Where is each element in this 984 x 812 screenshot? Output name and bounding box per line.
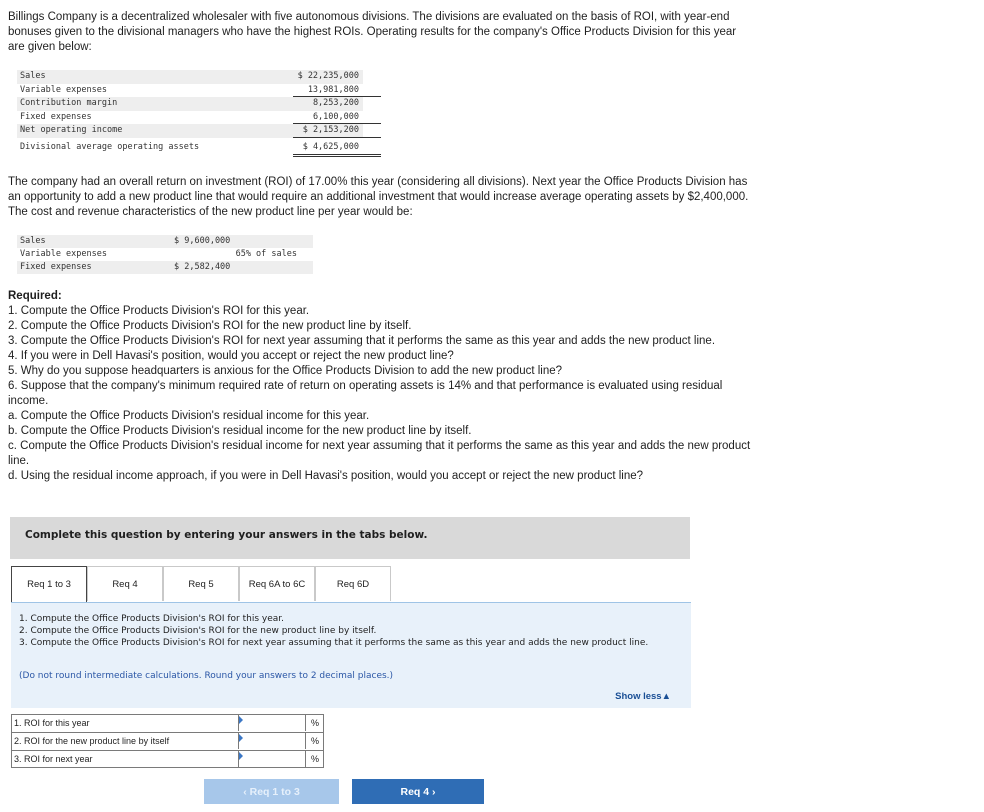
answer-row-roi-next-year — [11, 750, 324, 768]
panel-question: 3. Compute the Office Products Division's ROI for next year assuming that it performs the same as this year and adds the new product line. — [19, 638, 649, 648]
required-item: 1. Compute the Office Products Division's ROI for this year. — [8, 305, 310, 317]
divider — [293, 156, 381, 157]
required-item: 3. Compute the Office Products Division's ROI for next year assuming that it performs the same as this year and adds the new product line. — [8, 335, 716, 347]
new-line-table — [17, 235, 313, 274]
fin-value: $ 2,153,200 — [302, 125, 359, 135]
input-marker-icon — [239, 734, 243, 742]
answer-table — [11, 714, 324, 768]
panel-question: 2. Compute the Office Products Division's ROI for the new product line by itself. — [19, 626, 377, 636]
answer-row-roi-new-line — [11, 732, 324, 750]
input-marker-icon — [239, 752, 243, 760]
show-less-link[interactable]: Show less▲ — [615, 691, 671, 702]
fin-row-assets — [17, 138, 363, 155]
question-panel — [11, 602, 691, 708]
required-item: c. Compute the Office Products Division's residual income for next year assuming that it performs the same as this year and adds the new product line. — [8, 440, 751, 467]
required-item: d. Using the residual income approach, if you were in Dell Havasi's position, would you accept or reject the new product line? — [8, 470, 644, 482]
percent-unit: % — [311, 736, 320, 746]
required-item: 6. Suppose that the company's minimum required rate of return on operating assets is 14% and that performance is evaluated using residual income. — [8, 380, 723, 407]
tab-req-5[interactable]: Req 5 — [163, 566, 239, 601]
required-heading: Required: — [8, 290, 62, 302]
tab-req-4[interactable]: Req 4 — [87, 566, 163, 601]
fin-value: $ 4,625,000 — [302, 141, 359, 152]
required-item: 5. Why do you suppose headquarters is anxious for the Office Products Division to add the new product line? — [8, 365, 563, 377]
roi-this-year-input[interactable] — [238, 715, 306, 731]
new-line-row — [17, 248, 313, 261]
tab-req-6a-to-6c[interactable]: Req 6A to 6C — [239, 566, 315, 601]
roi-new-line-input[interactable] — [238, 733, 306, 749]
required-item: 2. Compute the Office Products Division's ROI for the new product line by itself. — [8, 320, 412, 332]
rounding-note: (Do not round intermediate calculations. Round your answers to 2 decimal places.) — [19, 671, 394, 681]
fin-label: Variable expenses — [20, 84, 107, 95]
new-line-label: Fixed expenses — [20, 262, 92, 272]
new-line-label: Sales — [20, 236, 46, 246]
answer-row-roi-this-year — [11, 714, 324, 732]
fin-value: 6,100,000 — [312, 111, 359, 122]
new-line-row — [17, 235, 313, 248]
prev-button[interactable]: ‹ Req 1 to 3 — [204, 779, 339, 804]
fin-label: Net operating income — [20, 125, 123, 135]
next-button[interactable]: Req 4 › — [352, 779, 484, 804]
answer-label: 2. ROI for the new product line by itself — [14, 736, 170, 746]
new-line-label: Variable expenses — [20, 249, 107, 259]
fin-value: $ 22,235,000 — [297, 71, 359, 81]
tab-req-6d[interactable]: Req 6D — [315, 566, 391, 601]
answer-label: 3. ROI for next year — [14, 754, 93, 764]
answer-label: 1. ROI for this year — [14, 718, 90, 728]
divider — [293, 123, 381, 124]
new-line-row — [17, 261, 313, 274]
divider — [293, 96, 381, 97]
fin-row-sales — [17, 70, 363, 84]
new-line-value: $ 9,600,000 — [174, 236, 231, 246]
fin-label: Fixed expenses — [20, 111, 92, 122]
instruction-banner — [10, 517, 690, 559]
intro-paragraph — [8, 10, 753, 55]
fin-value: 13,981,800 — [307, 84, 359, 95]
divider — [293, 154, 381, 155]
new-line-value: 65% of sales — [235, 249, 297, 259]
required-section — [8, 289, 760, 484]
required-item: 4. If you were in Dell Havasi's position, would you accept or reject the new product line? — [8, 350, 454, 362]
financials-table — [17, 70, 363, 155]
panel-question: 1. Compute the Office Products Division's ROI for this year. — [19, 614, 284, 624]
fin-label: Divisional average operating assets — [20, 141, 200, 152]
percent-unit: % — [311, 718, 320, 728]
banner-text: Complete this question by entering your answers in the tabs below. — [25, 529, 428, 541]
new-line-value: $ 2,582,400 — [174, 262, 231, 272]
fin-row-fixed — [17, 111, 363, 125]
fin-label: Contribution margin — [20, 98, 118, 108]
fin-value: 8,253,200 — [312, 98, 359, 108]
paragraph-two: The company had an overall return on investment (ROI) of 17.00% this year (considering all divisions). Next year the Office Products Division has an opportunity to add a new product line that would require an additional investment that would increase average operating assets by $2,400,000. The cost and revenue characteristics of the new product line per year would be: — [8, 176, 749, 218]
roi-next-year-input[interactable] — [238, 751, 306, 767]
panel-questions — [19, 613, 684, 649]
tab-req-1-to-3[interactable]: Req 1 to 3 — [11, 566, 87, 603]
intro-text: Billings Company is a decentralized wholesaler with five autonomous divisions. The divisions are evaluated on the basis of ROI, with year-end bonuses given to the divisional managers who have the highest ROIs. Operating results for the company's Office Products Division for this year are given below: — [8, 11, 737, 53]
percent-unit: % — [311, 754, 320, 764]
fin-row-variable — [17, 84, 363, 98]
input-marker-icon — [239, 716, 243, 724]
fin-label: Sales — [20, 71, 46, 81]
required-item: b. Compute the Office Products Division's residual income for the new product line by itself. — [8, 425, 472, 437]
required-item: a. Compute the Office Products Division's residual income for this year. — [8, 410, 370, 422]
fin-row-contribution — [17, 97, 363, 111]
divider — [293, 137, 381, 138]
fin-row-noi — [17, 124, 363, 138]
